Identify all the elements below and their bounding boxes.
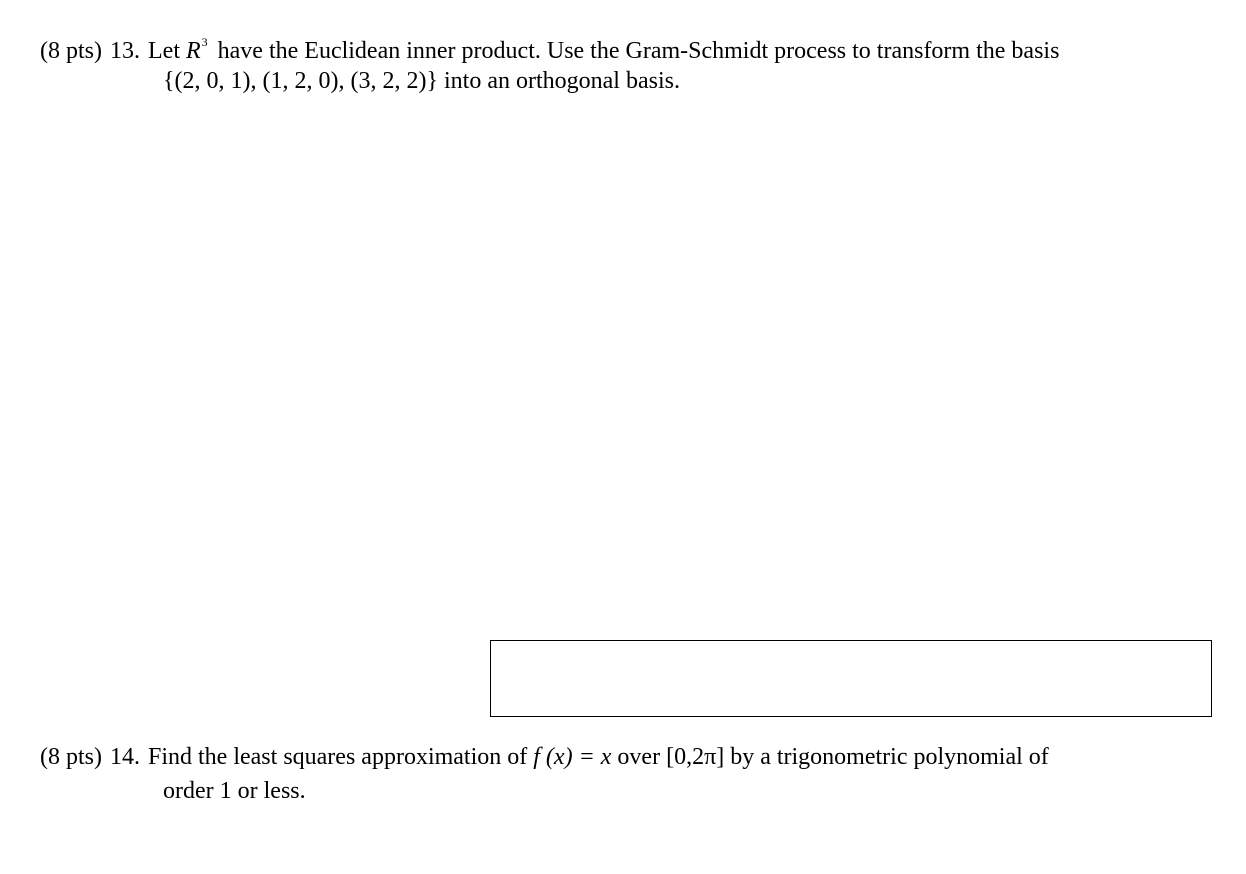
problem-14-text-after: by a trigonometric polynomial of	[730, 744, 1049, 770]
problem-13-line-1	[40, 36, 1220, 66]
problem-13-text-before: Let	[148, 38, 180, 64]
problem-13-number: 13.	[110, 38, 140, 64]
problem-14-text-line2: order 1 or less.	[163, 778, 306, 804]
problem-14-text-before: Find the least squares approximation of	[148, 744, 528, 770]
problem-14-line-1	[40, 742, 1220, 772]
problem-13-basis-set: {(2, 0, 1), (1, 2, 0), (3, 2, 2)}	[163, 68, 438, 94]
problem-13-text-after: have the Euclidean inner product. Use the Gram-Schmidt process to transform the basis	[217, 38, 1060, 64]
problem-14-interval: [0,2π]	[666, 744, 725, 770]
problem-13-space-exponent: 3	[201, 35, 208, 49]
problem-14-text-over: over	[617, 744, 661, 770]
problem-13-line-2	[40, 66, 1220, 96]
problem-14-number: 14.	[110, 744, 140, 770]
problem-14-function: f (x) = x	[533, 744, 612, 770]
answer-box[interactable]	[490, 640, 1212, 717]
problem-13-points: (8 pts)	[40, 38, 102, 64]
problem-13-text-end: into an orthogonal basis.	[444, 68, 680, 94]
problem-14-points: (8 pts)	[40, 744, 102, 770]
problem-14-line-2	[40, 776, 1220, 806]
problem-13-space-symbol: R	[185, 38, 201, 64]
problem-14	[40, 742, 1220, 806]
problem-13	[40, 36, 1220, 96]
